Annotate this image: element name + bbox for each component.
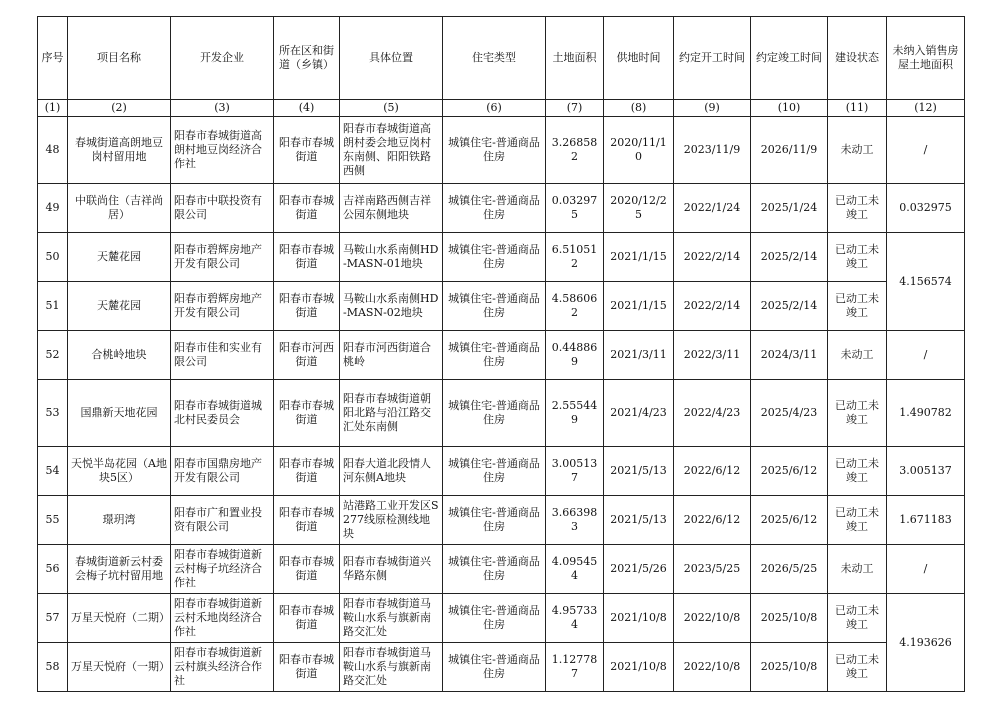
unsold-area: 0.032975 bbox=[887, 184, 965, 233]
project-name: 万星天悦府（二期） bbox=[68, 594, 171, 643]
developer: 阳春市春城街道新云村禾地岗经济合作社 bbox=[171, 594, 274, 643]
district: 阳春市春城街道 bbox=[274, 233, 340, 282]
header-cell: 未纳入销售房屋土地面积 bbox=[887, 17, 965, 100]
row-number: 50 bbox=[38, 233, 68, 282]
housing-type: 城镇住宅-普通商品住房 bbox=[443, 643, 546, 692]
header-cell: 开发企业 bbox=[171, 17, 274, 100]
table-row bbox=[38, 233, 965, 282]
build-status: 已动工未竣工 bbox=[828, 447, 887, 496]
header-cell: 土地面积 bbox=[546, 17, 604, 100]
header-cell: 约定竣工时间 bbox=[751, 17, 828, 100]
table-row bbox=[38, 545, 965, 594]
row-number: 54 bbox=[38, 447, 68, 496]
header-cell: 建设状态 bbox=[828, 17, 887, 100]
finish-date: 2025/2/14 bbox=[751, 233, 828, 282]
supply-date: 2021/10/8 bbox=[604, 594, 674, 643]
build-status: 已动工未竣工 bbox=[828, 233, 887, 282]
index-cell: (9) bbox=[674, 100, 751, 117]
project-name: 合桃岭地块 bbox=[68, 331, 171, 380]
header-cell: 住宅类型 bbox=[443, 17, 546, 100]
project-name: 天麓花园 bbox=[68, 282, 171, 331]
land-area: 2.555449 bbox=[546, 380, 604, 447]
district: 阳春市春城街道 bbox=[274, 643, 340, 692]
row-number: 51 bbox=[38, 282, 68, 331]
location: 吉祥南路西侧吉祥公园东侧地块 bbox=[340, 184, 443, 233]
unsold-area: / bbox=[887, 545, 965, 594]
header-cell: 所在区和街道（乡镇） bbox=[274, 17, 340, 100]
row-number: 57 bbox=[38, 594, 68, 643]
build-status: 未动工 bbox=[828, 331, 887, 380]
start-date: 2022/10/8 bbox=[674, 643, 751, 692]
location: 阳春大道北段情人河东侧A地块 bbox=[340, 447, 443, 496]
row-number: 58 bbox=[38, 643, 68, 692]
developer: 阳春市中联投资有限公司 bbox=[171, 184, 274, 233]
district: 阳春市春城街道 bbox=[274, 594, 340, 643]
land-area: 4.095454 bbox=[546, 545, 604, 594]
supply-date: 2021/1/15 bbox=[604, 282, 674, 331]
supply-date: 2021/5/26 bbox=[604, 545, 674, 594]
land-area: 3.005137 bbox=[546, 447, 604, 496]
project-name: 春城街道新云村委会梅子坑村留用地 bbox=[68, 545, 171, 594]
location: 马鞍山水系南侧HD-MASN-02地块 bbox=[340, 282, 443, 331]
developer: 阳春市佳和实业有限公司 bbox=[171, 331, 274, 380]
table-row bbox=[38, 117, 965, 184]
unsold-area: / bbox=[887, 331, 965, 380]
district: 阳春市春城街道 bbox=[274, 380, 340, 447]
row-number: 49 bbox=[38, 184, 68, 233]
location: 阳春市春城街道高朗村委会地豆岗村东南侧、阳阳铁路西侧 bbox=[340, 117, 443, 184]
index-cell: (4) bbox=[274, 100, 340, 117]
build-status: 已动工未竣工 bbox=[828, 594, 887, 643]
header-cell: 项目名称 bbox=[68, 17, 171, 100]
index-cell: (5) bbox=[340, 100, 443, 117]
build-status: 已动工未竣工 bbox=[828, 643, 887, 692]
location: 站港路工业开发区S277线原检测线地块 bbox=[340, 496, 443, 545]
district: 阳春市春城街道 bbox=[274, 447, 340, 496]
table-row bbox=[38, 184, 965, 233]
start-date: 2022/4/23 bbox=[674, 380, 751, 447]
location: 阳春市河西街道合桃岭 bbox=[340, 331, 443, 380]
finish-date: 2025/6/12 bbox=[751, 447, 828, 496]
row-number: 56 bbox=[38, 545, 68, 594]
build-status: 未动工 bbox=[828, 545, 887, 594]
location: 阳春市春城街道马鞍山水系与旗新南路交汇处 bbox=[340, 643, 443, 692]
header-cell: 供地时间 bbox=[604, 17, 674, 100]
start-date: 2022/1/24 bbox=[674, 184, 751, 233]
finish-date: 2026/11/9 bbox=[751, 117, 828, 184]
supply-date: 2021/4/23 bbox=[604, 380, 674, 447]
land-area: 4.957334 bbox=[546, 594, 604, 643]
unsold-area: / bbox=[887, 117, 965, 184]
project-name: 天悦半岛花园（A地块5区） bbox=[68, 447, 171, 496]
developer: 阳春市广和置业投资有限公司 bbox=[171, 496, 274, 545]
finish-date: 2025/10/8 bbox=[751, 594, 828, 643]
district: 阳春市春城街道 bbox=[274, 184, 340, 233]
developer: 阳春市国鼎房地产开发有限公司 bbox=[171, 447, 274, 496]
project-name: 国鼎新天地花园 bbox=[68, 380, 171, 447]
housing-type: 城镇住宅-普通商品住房 bbox=[443, 233, 546, 282]
housing-type: 城镇住宅-普通商品住房 bbox=[443, 184, 546, 233]
start-date: 2022/10/8 bbox=[674, 594, 751, 643]
developer: 阳春市碧辉房地产开发有限公司 bbox=[171, 233, 274, 282]
location: 马鞍山水系南侧HD-MASN-01地块 bbox=[340, 233, 443, 282]
row-number: 53 bbox=[38, 380, 68, 447]
index-cell: (12) bbox=[887, 100, 965, 117]
housing-type: 城镇住宅-普通商品住房 bbox=[443, 594, 546, 643]
project-name: 万星天悦府（一期） bbox=[68, 643, 171, 692]
start-date: 2022/2/14 bbox=[674, 233, 751, 282]
start-date: 2022/2/14 bbox=[674, 282, 751, 331]
developer: 阳春市碧辉房地产开发有限公司 bbox=[171, 282, 274, 331]
build-status: 已动工未竣工 bbox=[828, 282, 887, 331]
land-area: 0.032975 bbox=[546, 184, 604, 233]
developer: 阳春市春城街道城北村民委员会 bbox=[171, 380, 274, 447]
header-cell: 约定开工时间 bbox=[674, 17, 751, 100]
project-name: 中联尚住（吉祥尚居） bbox=[68, 184, 171, 233]
supply-date: 2021/5/13 bbox=[604, 447, 674, 496]
supply-date: 2021/1/15 bbox=[604, 233, 674, 282]
housing-type: 城镇住宅-普通商品住房 bbox=[443, 447, 546, 496]
location: 阳春市春城街道兴华路东侧 bbox=[340, 545, 443, 594]
supply-date: 2021/3/11 bbox=[604, 331, 674, 380]
finish-date: 2026/5/25 bbox=[751, 545, 828, 594]
header-row bbox=[38, 17, 965, 100]
table-body bbox=[38, 117, 965, 692]
housing-type: 城镇住宅-普通商品住房 bbox=[443, 282, 546, 331]
district: 阳春市春城街道 bbox=[274, 282, 340, 331]
index-cell: (8) bbox=[604, 100, 674, 117]
land-supply-table bbox=[37, 16, 965, 692]
developer: 阳春市春城街道新云村梅子坑经济合作社 bbox=[171, 545, 274, 594]
row-number: 48 bbox=[38, 117, 68, 184]
district: 阳春市春城街道 bbox=[274, 117, 340, 184]
table-row bbox=[38, 282, 965, 331]
finish-date: 2025/10/8 bbox=[751, 643, 828, 692]
start-date: 2022/3/11 bbox=[674, 331, 751, 380]
start-date: 2023/5/25 bbox=[674, 545, 751, 594]
table-row bbox=[38, 643, 965, 692]
land-area: 0.448869 bbox=[546, 331, 604, 380]
location: 阳春市春城街道朝阳北路与沿江路交汇处东南侧 bbox=[340, 380, 443, 447]
project-name: 璟玥湾 bbox=[68, 496, 171, 545]
district: 阳春市河西街道 bbox=[274, 331, 340, 380]
table-row bbox=[38, 496, 965, 545]
land-area: 3.663983 bbox=[546, 496, 604, 545]
header-cell: 序号 bbox=[38, 17, 68, 100]
housing-type: 城镇住宅-普通商品住房 bbox=[443, 496, 546, 545]
index-cell: (10) bbox=[751, 100, 828, 117]
index-cell: (2) bbox=[68, 100, 171, 117]
finish-date: 2025/4/23 bbox=[751, 380, 828, 447]
row-number: 55 bbox=[38, 496, 68, 545]
table-row bbox=[38, 594, 965, 643]
housing-type: 城镇住宅-普通商品住房 bbox=[443, 380, 546, 447]
land-area: 4.586062 bbox=[546, 282, 604, 331]
developer: 阳春市春城街道高朗村地豆岗经济合作社 bbox=[171, 117, 274, 184]
land-area: 1.127787 bbox=[546, 643, 604, 692]
index-cell: (3) bbox=[171, 100, 274, 117]
developer: 阳春市春城街道新云村旗头经济合作社 bbox=[171, 643, 274, 692]
header-cell: 具体位置 bbox=[340, 17, 443, 100]
district: 阳春市春城街道 bbox=[274, 496, 340, 545]
supply-date: 2020/11/10 bbox=[604, 117, 674, 184]
supply-date: 2021/10/8 bbox=[604, 643, 674, 692]
build-status: 已动工未竣工 bbox=[828, 380, 887, 447]
land-area: 3.268582 bbox=[546, 117, 604, 184]
unsold-area: 1.671183 bbox=[887, 496, 965, 545]
supply-date: 2020/12/25 bbox=[604, 184, 674, 233]
index-cell: (11) bbox=[828, 100, 887, 117]
finish-date: 2025/6/12 bbox=[751, 496, 828, 545]
build-status: 未动工 bbox=[828, 117, 887, 184]
index-cell: (1) bbox=[38, 100, 68, 117]
index-cell: (7) bbox=[546, 100, 604, 117]
district: 阳春市春城街道 bbox=[274, 545, 340, 594]
finish-date: 2025/1/24 bbox=[751, 184, 828, 233]
finish-date: 2025/2/14 bbox=[751, 282, 828, 331]
project-name: 春城街道高朗地豆岗村留用地 bbox=[68, 117, 171, 184]
start-date: 2022/6/12 bbox=[674, 496, 751, 545]
housing-type: 城镇住宅-普通商品住房 bbox=[443, 545, 546, 594]
table-row bbox=[38, 331, 965, 380]
unsold-area: 4.193626 bbox=[887, 594, 965, 692]
table-row bbox=[38, 447, 965, 496]
table-row bbox=[38, 380, 965, 447]
housing-type: 城镇住宅-普通商品住房 bbox=[443, 117, 546, 184]
project-name: 天麓花园 bbox=[68, 233, 171, 282]
start-date: 2023/11/9 bbox=[674, 117, 751, 184]
land-area: 6.510512 bbox=[546, 233, 604, 282]
build-status: 已动工未竣工 bbox=[828, 496, 887, 545]
supply-date: 2021/5/13 bbox=[604, 496, 674, 545]
unsold-area: 3.005137 bbox=[887, 447, 965, 496]
location: 阳春市春城街道马鞍山水系与旗新南路交汇处 bbox=[340, 594, 443, 643]
row-number: 52 bbox=[38, 331, 68, 380]
finish-date: 2024/3/11 bbox=[751, 331, 828, 380]
build-status: 已动工未竣工 bbox=[828, 184, 887, 233]
unsold-area: 1.490782 bbox=[887, 380, 965, 447]
unsold-area: 4.156574 bbox=[887, 233, 965, 331]
column-index-row bbox=[38, 100, 965, 117]
housing-type: 城镇住宅-普通商品住房 bbox=[443, 331, 546, 380]
index-cell: (6) bbox=[443, 100, 546, 117]
start-date: 2022/6/12 bbox=[674, 447, 751, 496]
